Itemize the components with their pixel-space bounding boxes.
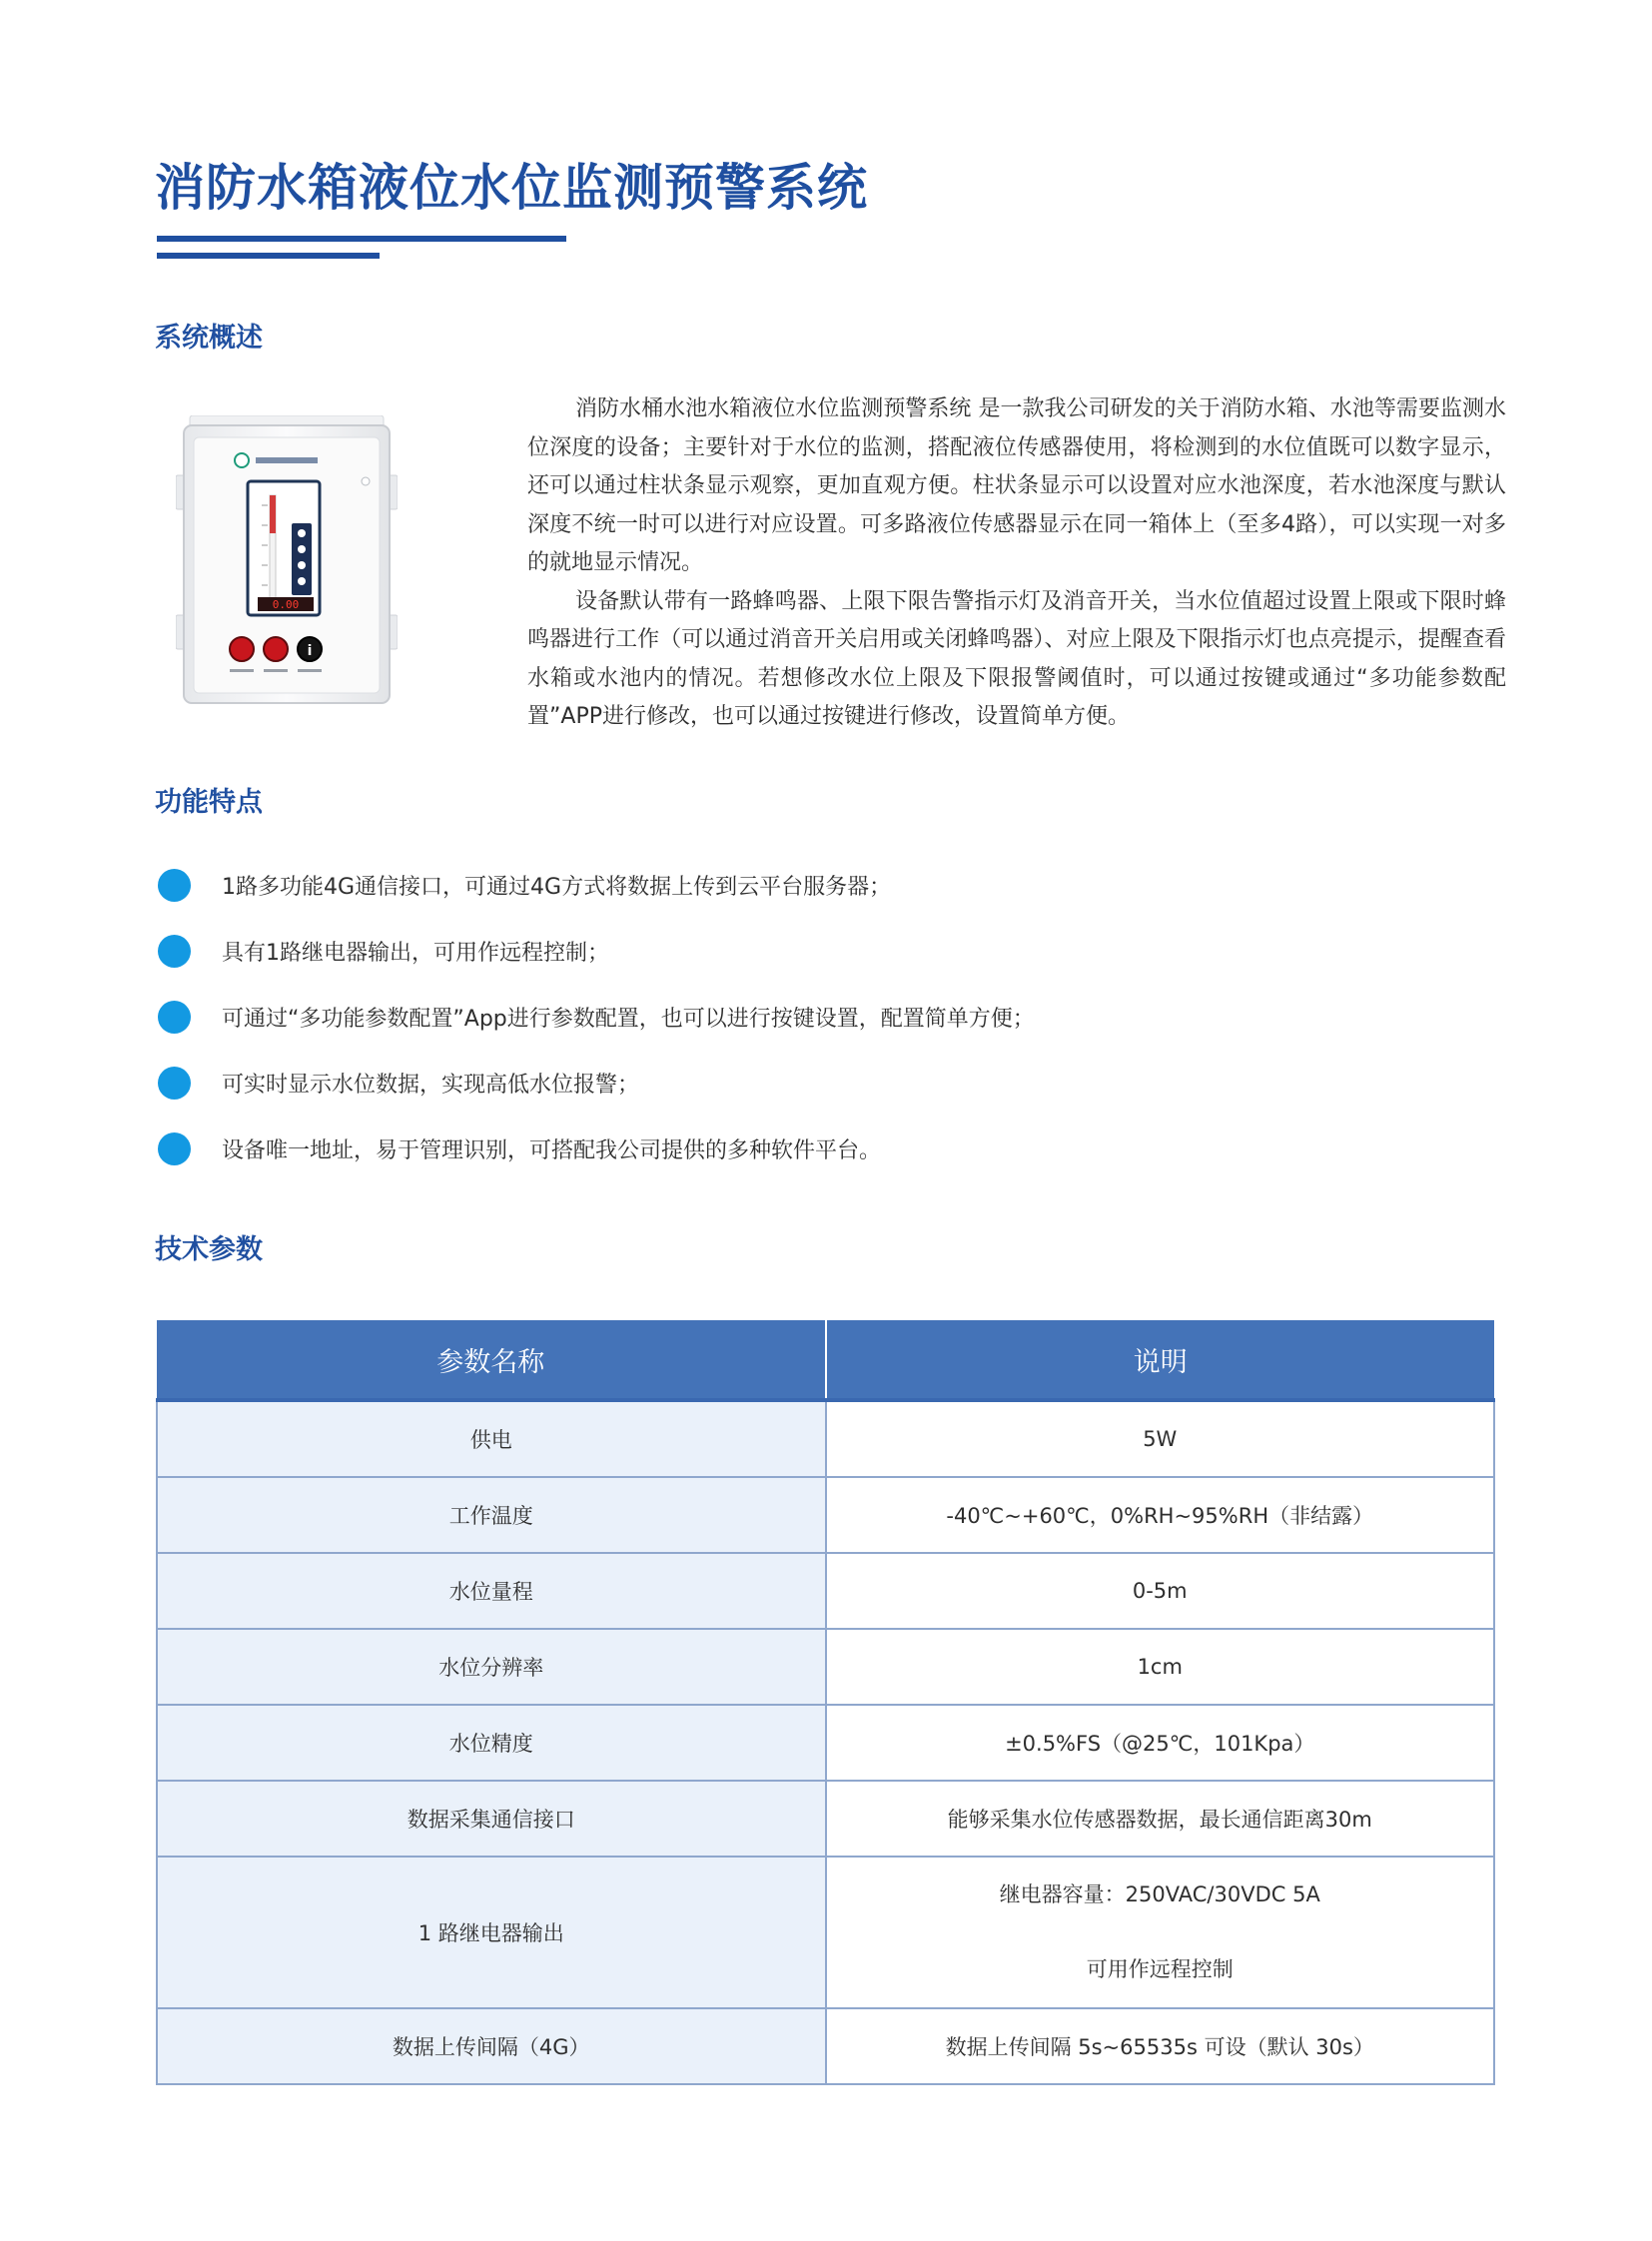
table-row bbox=[157, 1629, 1494, 1705]
overview-paragraph: 设备默认带有一路蜂鸣器、上限下限告警指示灯及消音开关，当水位值超过设置上限或下限时蜂鸣器进行工作（可以通过消音开关启用或关闭蜂鸣器）、对应上限及下限指示灯也点亮提示，提醒查看水箱或水池内的情况。若想修改水位上限及下限报警阈值时，可以通过按键或通过“多功能参数配置”APP进行修改，也可以通过按键进行修改，设置简单方便。 bbox=[527, 588, 1506, 729]
param-value: 能够采集水位传感器数据，最长通信距离30m bbox=[826, 1781, 1495, 1857]
overview-paragraph: 消防水桶水池水箱液位水位监测预警系统 是一款我公司研发的关于消防水箱、水池等需要监测水位深度的设备；主要针对于水位的监测，搭配液位传感器使用，将检测到的水位值既可以数字显示，还可以通过柱状条显示观察，更加直观方便。柱状条显示可以设置对应水池深度，若水池深度与默认深度不统一时可以进行对应设置。可多路液位传感器显示在同一箱体上（至多4路），可以实现一对多的就地显示情况。 bbox=[527, 396, 1506, 575]
section-heading-overview: 系统概述 bbox=[155, 323, 263, 354]
column-header-name: 参数名称 bbox=[157, 1320, 826, 1400]
table-row bbox=[157, 1705, 1494, 1781]
param-name: 水位量程 bbox=[157, 1553, 826, 1629]
table-row bbox=[157, 1553, 1494, 1629]
param-value: 0-5m bbox=[826, 1553, 1495, 1629]
param-value: -40℃~+60℃，0%RH~95%RH（非结露） bbox=[826, 1477, 1495, 1553]
device-image bbox=[176, 415, 398, 705]
device-display-value: 0.00 bbox=[272, 598, 300, 611]
table-row bbox=[157, 2008, 1494, 2084]
feature-text: 可通过“多功能参数配置”App进行参数配置，也可以进行按键设置，配置简单方便； bbox=[222, 1007, 1035, 1032]
svg-text:i: i bbox=[307, 643, 313, 659]
param-name: 数据上传间隔（4G） bbox=[157, 2008, 826, 2084]
page-title: 消防水箱液位水位监测预警系统 bbox=[155, 159, 868, 217]
spec-table bbox=[156, 1320, 1495, 2085]
feature-text: 可实时显示水位数据，实现高低水位报警； bbox=[222, 1073, 640, 1098]
overview-text bbox=[527, 390, 1506, 737]
bullet-icon bbox=[158, 1001, 191, 1034]
section-heading-features: 功能特点 bbox=[155, 787, 263, 818]
feature-text: 设备唯一地址，易于管理识别，可搭配我公司提供的多种软件平台。 bbox=[222, 1138, 882, 1163]
section-heading-specs: 技术参数 bbox=[155, 1234, 263, 1265]
bullet-icon bbox=[158, 1067, 191, 1100]
title-underline-long bbox=[157, 236, 566, 242]
table-row bbox=[157, 1857, 1494, 2008]
table-row bbox=[157, 1781, 1494, 1857]
table-header-row bbox=[157, 1320, 1494, 1400]
param-value: 数据上传间隔 5s~65535s 可设（默认 30s） bbox=[826, 2008, 1495, 2084]
param-value: 5W bbox=[826, 1400, 1495, 1477]
param-value: ±0.5%FS（@25℃，101Kpa） bbox=[826, 1705, 1495, 1781]
column-header-description: 说明 bbox=[826, 1320, 1495, 1400]
bullet-icon bbox=[158, 1132, 191, 1165]
bullet-icon bbox=[158, 869, 191, 902]
param-value bbox=[826, 1857, 1495, 2008]
feature-text: 具有1路继电器输出，可用作远程控制； bbox=[222, 941, 609, 966]
table-row bbox=[157, 1400, 1494, 1477]
feature-text: 1路多功能4G通信接口，可通过4G方式将数据上传到云平台服务器； bbox=[222, 875, 892, 900]
table-row bbox=[157, 1477, 1494, 1553]
param-value-line: 继电器容量：250VAC/30VDC 5A bbox=[999, 1882, 1320, 1906]
bullet-icon bbox=[158, 935, 191, 968]
param-name: 数据采集通信接口 bbox=[157, 1781, 826, 1857]
param-name: 水位精度 bbox=[157, 1705, 826, 1781]
param-name: 水位分辨率 bbox=[157, 1629, 826, 1705]
title-underline-short bbox=[157, 253, 380, 259]
param-name: 工作温度 bbox=[157, 1477, 826, 1553]
param-value-line: 可用作远程控制 bbox=[1086, 1957, 1234, 1981]
param-name: 1 路继电器输出 bbox=[157, 1857, 826, 2008]
param-name: 供电 bbox=[157, 1400, 826, 1477]
param-value: 1cm bbox=[826, 1629, 1495, 1705]
